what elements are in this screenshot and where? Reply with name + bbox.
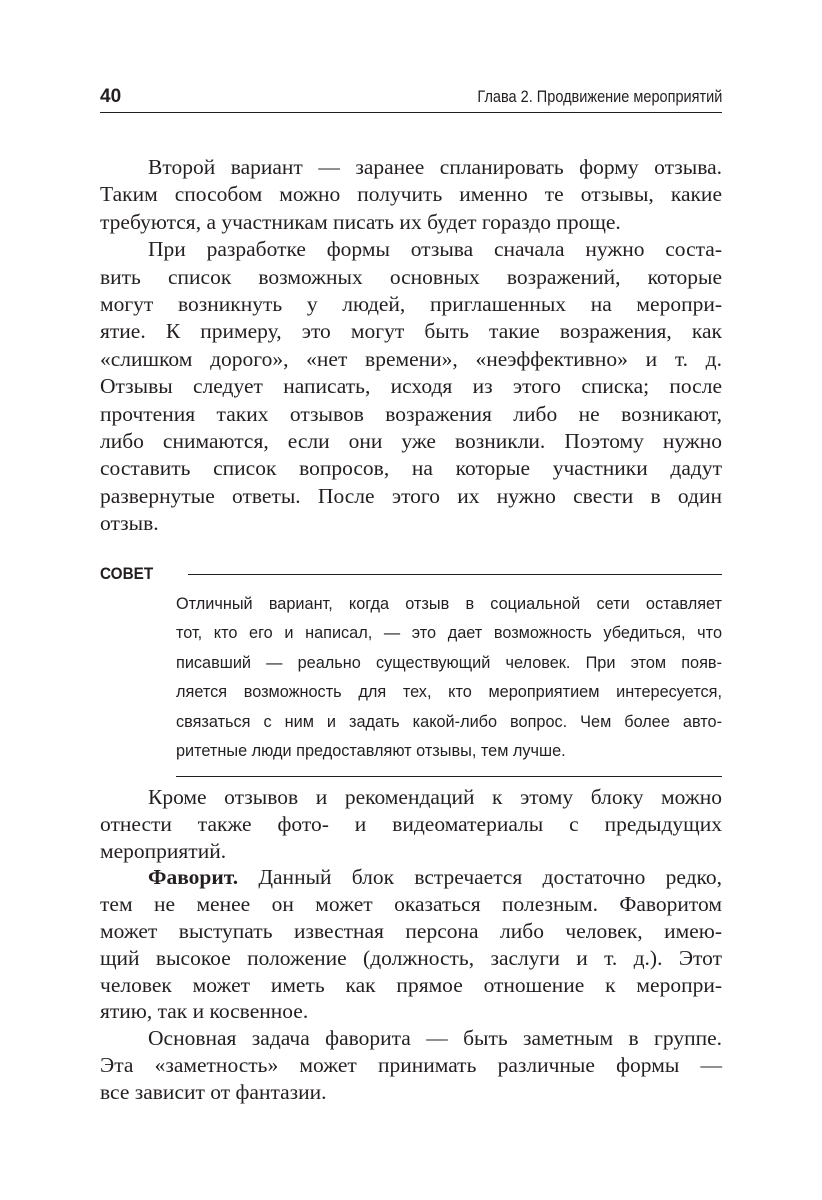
paragraph-line: все зависит от фантазии.	[100, 1079, 327, 1104]
tip-text	[176, 590, 722, 766]
page-number: 40	[100, 86, 122, 107]
tip-line: писавший — реально существующий человек. При этом появ-	[176, 653, 722, 672]
paragraph-line	[100, 864, 722, 891]
body-text-top	[100, 154, 722, 537]
line-text: Данный блок встречается достаточно редко,	[238, 865, 722, 890]
tip-line: тот, кто его и написал, — это дает возможность убедиться, что	[176, 624, 722, 643]
chapter-title: Глава 2. Продвижение мероприятий	[477, 88, 722, 106]
paragraph-line: могут возникнуть у людей, приглашенных на меропри-	[100, 291, 722, 316]
running-header	[100, 84, 722, 113]
tip-line: Отличный вариант, когда отзыв в социальной сети оставляет	[176, 595, 722, 613]
paragraph-line: требуются, а участникам писать их будет гораздо проще.	[100, 209, 621, 234]
paragraph-line: Кроме отзывов и рекомендаций к этому блоку можно	[148, 785, 722, 809]
tip-box	[100, 560, 722, 780]
tip-line: ляется возможность для тех, кто мероприятием интересуется,	[176, 683, 722, 702]
paragraph-line: «слишком дорого», «нет времени», «неэффективно» и т. д.	[100, 346, 722, 371]
paragraph-line: ятию, так и косвенное.	[100, 999, 309, 1024]
paragraph-line: Основная задача фаворита — быть заметным в группе.	[148, 1026, 722, 1051]
paragraph-line: может выступать известная персона либо человек, имею-	[100, 918, 722, 943]
paragraph-line: Отзывы следует написать, исходя из этого списка; после	[100, 374, 722, 399]
paragraph-line: составить список вопросов, на которые участники дадут	[100, 456, 722, 481]
tip-label: СОВЕТ	[100, 564, 162, 584]
paragraph-line: При разработке формы отзыва сначала нужно соста-	[148, 237, 722, 262]
body-text-bottom	[100, 784, 722, 1106]
paragraph-line: тем не менее он может оказаться полезным. Фаворитом	[100, 892, 722, 917]
paragraph-line: прочтения таких отзывов возражения либо не возникают,	[100, 401, 722, 426]
paragraph-line: Эта «заметность» может принимать различные формы —	[100, 1052, 722, 1077]
bold-lead: Фаворит.	[148, 865, 239, 890]
paragraph-line: мероприятий.	[100, 838, 227, 863]
tip-bottom-rule	[176, 776, 722, 777]
paragraph-line: отзыв.	[100, 511, 159, 536]
tip-line: ритетные люди предоставляют отзывы, тем лучше.	[176, 741, 566, 760]
paragraph-line: либо снимаются, если они уже возникли. Поэтому нужно	[100, 428, 722, 453]
tip-line: связаться с ним и задать какой-либо вопрос. Чем более авто-	[176, 712, 722, 731]
paragraph-line: Таким способом можно получить именно те отзывы, какие	[100, 182, 722, 207]
paragraph-line: Второй вариант — заранее спланировать форму отзыва.	[148, 155, 722, 179]
paragraph-line: человек может иметь как прямое отношение к меропри-	[100, 972, 722, 997]
tip-top-rule	[188, 574, 722, 575]
paragraph-line: щий высокое положение (должность, заслуги и т. д.). Этот	[100, 945, 722, 970]
paragraph-line: развернутые ответы. После этого их нужно свести в один	[100, 483, 722, 508]
paragraph-line: вить список возможных основных возражений, которые	[100, 264, 722, 289]
paragraph-line: отнести также фото- и видеоматериалы с предыдущих	[100, 811, 722, 836]
paragraph-line: ятие. К примеру, это могут быть такие возражения, как	[100, 319, 722, 344]
